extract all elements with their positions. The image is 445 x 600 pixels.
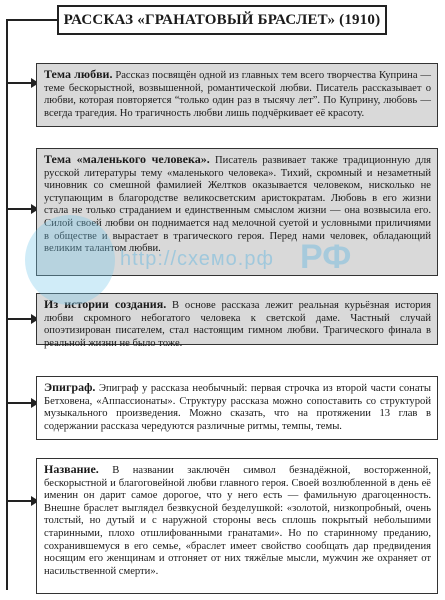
card-heading: Тема любви. [44, 67, 113, 81]
card-love-theme [36, 63, 438, 127]
card-heading: Эпиграф. [44, 380, 96, 394]
arrow-5 [7, 500, 32, 502]
connector-top [6, 19, 58, 21]
card-body: Писатель развивает также традиционную для русской литературы тему «маленького человека». Тихий, скромный и незаметный чиновник со смешной фамилией Желтков оказывается человеком, нисколько не уступающим в благородстве великосветским аристократам. Любовь в его жизни стала не только страданием и единственным смыслом жизни — она возвысила его. Силой своей любви он поднимается над мелочной суетой и условными приличиями в обществе и вырастает в трагического героя. Перед нами человек, обладающий великим талантом любви. [44, 155, 431, 255]
card-body: В названии заключён символ безнадёжной, восторженной, бескорыстной и благоговейной любви главного героя. Своей возлюбленной в день её именин он дарит самое дорогое, что у него есть — фамильную драгоценность. Внешне браслет выглядел безвкусной безделушкой: «золотой, низкопробный, очень толстый, но дутый и с наружной стороны весь сплошь покрытый небольшими старинными, плохо отшлифованными гранатами». Но по старинному преданию, сохранившемуся в его семье, «браслет имеет свойство сообщать дар предвидения носящим его женщинам и отгоняет от них тяжёлые мысли, мужчин же охраняет от насильственной смерти». [44, 465, 431, 577]
card-body: В основе рассказа лежит реальная курьёзная история любви скромного небогатого человека к светской даме. Частный случай опоэтизирован писателем, стал настоящим гимном любви. Трагического финала в реальной жизни не было тоже. [44, 300, 431, 349]
card-body: Эпиграф у рассказа необычный: первая строчка из второй части сонаты Бетховена, «Аппассионаты». Структуру рассказа можно сопоставить со структурой музыкального произведения. Можно сказать, что на протяжении 13 глав в содержании рассказа чередуются различные ритмы, темпы, темы. [44, 383, 431, 432]
arrow-3 [7, 318, 32, 320]
card-title-meaning [36, 458, 438, 594]
connector-spine [6, 20, 8, 590]
watermark-url: http://схемо.рф [120, 248, 274, 270]
card-heading: Тема «маленького человека». [44, 152, 210, 166]
card-heading: Из истории создания. [44, 297, 167, 311]
card-epigraph [36, 376, 438, 440]
card-history [36, 293, 438, 349]
card-body: Рассказ посвящён одной из главных тем всего творчества Куприна — теме бескорыстной, возвышенной, романтической любви. Писатель рассказывает о любви, которая повторяется “только один раз в тысячу лет”. По Куприну, любовь — всегда трагедия. Но трагичность любви лишь подчёркивает её красоту. [44, 70, 432, 119]
watermark-suffix: РФ [300, 238, 352, 276]
watermark-logo-icon [25, 215, 115, 305]
page-title: РАССКАЗ «ГРАНАТОВЫЙ БРАСЛЕТ» (1910) [57, 5, 387, 35]
card-heading: Название. [44, 462, 99, 476]
arrow-2 [7, 208, 32, 210]
arrow-1 [7, 82, 32, 84]
arrow-4 [7, 402, 32, 404]
